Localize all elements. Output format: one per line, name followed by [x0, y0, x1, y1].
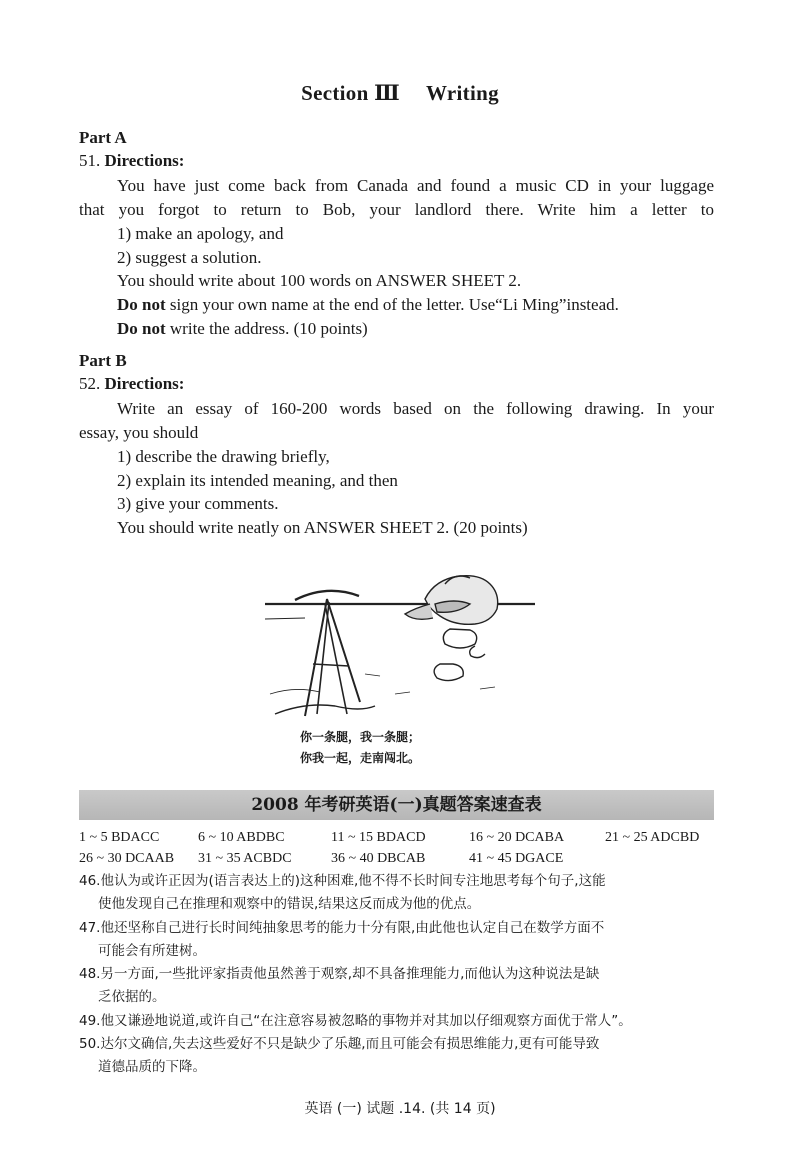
part-b-item-2: 2) explain its intended meaning, and then	[117, 471, 398, 490]
part-a-line-2: that you forgot to return to Bob, your landlord there. Write him a letter to	[79, 200, 714, 219]
translation-text: 道德品质的下降。	[98, 1059, 206, 1075]
answer-key: 11 ~ 15 BDACD	[331, 830, 426, 845]
drawing-caption-2: 你我一起，走南闯北。	[300, 751, 421, 765]
part-a-item-2: 2) suggest a solution.	[117, 248, 262, 267]
translation-number: 48.	[79, 966, 101, 982]
translation-number: 46.	[79, 873, 101, 889]
section-title-text: Writing	[425, 81, 499, 105]
part-a-note-1	[117, 294, 619, 316]
translation-text: 可能会有所建树。	[98, 943, 206, 959]
part-b-item-3: 3) give your comments.	[117, 494, 279, 513]
translation-text: 达尔文确信,失去这些爱好不只是缺少了乐趣,而且可能会有损思维能力,更有可能导致	[100, 1036, 600, 1052]
answer-key: 21 ~ 25 ADCBD	[605, 830, 700, 845]
note-text: sign your own name at the end of the letter. Use“Li Ming”instead.	[165, 295, 619, 314]
note-emphasis: Do not	[117, 295, 166, 314]
part-b-line-1: Write an essay of 160-200 words based on the following drawing. In your	[117, 399, 714, 418]
translation-text: 他还坚称自己进行长时间纯抽象思考的能力十分有限,由此他也认定自己在数学方面不	[100, 920, 605, 936]
answer-key: 26 ~ 30 DCAAB	[79, 851, 175, 866]
section-title-number: Section Ⅲ	[301, 81, 400, 105]
question-number: 52.	[79, 374, 101, 393]
translation-50	[79, 1033, 719, 1079]
page-footer: 英语 (一) 试题 .14. (共 14 页)	[304, 1101, 496, 1117]
translation-text: 乏依据的。	[98, 989, 166, 1005]
answer-key: 16 ~ 20 DCABA	[469, 830, 565, 845]
translation-number: 50.	[79, 1036, 101, 1052]
part-b-heading: Part B	[79, 351, 127, 370]
answer-key: 36 ~ 40 DBCAB	[331, 851, 426, 866]
part-b-directions	[79, 373, 184, 395]
part-a-item-1: 1) make an apology, and	[117, 224, 284, 243]
section-title	[0, 80, 800, 106]
cartoon-drawing	[265, 574, 535, 724]
part-b-instruction: You should write neatly on ANSWER SHEET 2. (20 points)	[117, 518, 528, 537]
answer-key: 41 ~ 45 DGACE	[469, 851, 564, 866]
answer-key: 1 ~ 5 BDACC	[79, 830, 160, 845]
part-b-line-2: essay, you should	[79, 423, 199, 442]
directions-label: Directions:	[104, 374, 185, 393]
translation-text: 他又谦逊地说道,或许自己“在注意容易被忽略的事物并对其加以仔细观察方面优于常人”。	[100, 1013, 632, 1029]
question-number: 51.	[79, 151, 101, 170]
translation-49	[79, 1010, 719, 1033]
translation-48	[79, 963, 719, 1009]
part-a-line-1: You have just come back from Canada and found a music CD in your luggage	[117, 176, 714, 195]
translation-number: 49.	[79, 1013, 101, 1029]
part-a-heading: Part A	[79, 128, 127, 147]
translation-text: 使他发现自己在推理和观察中的错误,结果这反而成为他的优点。	[98, 896, 481, 912]
part-a-directions	[79, 150, 184, 172]
translation-47	[79, 917, 719, 963]
translation-number: 47.	[79, 920, 101, 936]
part-b-item-1: 1) describe the drawing briefly,	[117, 447, 330, 466]
part-a-note-2	[117, 318, 368, 340]
drawing-caption-1: 你一条腿，我一条腿；	[300, 730, 421, 744]
note-emphasis: Do not	[117, 319, 166, 338]
answer-key: 31 ~ 35 ACBDC	[198, 851, 292, 866]
answer-table-title: 2008 年考研英语(一)真题答案速查表	[79, 790, 714, 820]
note-text: write the address. (10 points)	[165, 319, 368, 338]
translation-text: 他认为或许正因为(语言表达上的)这种困难,他不得不长时间专注地思考每个句子,这能	[100, 873, 606, 889]
translation-46	[79, 870, 719, 916]
directions-label: Directions:	[104, 151, 185, 170]
part-a-word-count: You should write about 100 words on ANSWER SHEET 2.	[117, 271, 522, 290]
answer-key: 6 ~ 10 ABDBC	[198, 830, 285, 845]
translation-text: 另一方面,一些批评家指责他虽然善于观察,却不具备推理能力,而他认为这种说法是缺	[100, 966, 600, 982]
